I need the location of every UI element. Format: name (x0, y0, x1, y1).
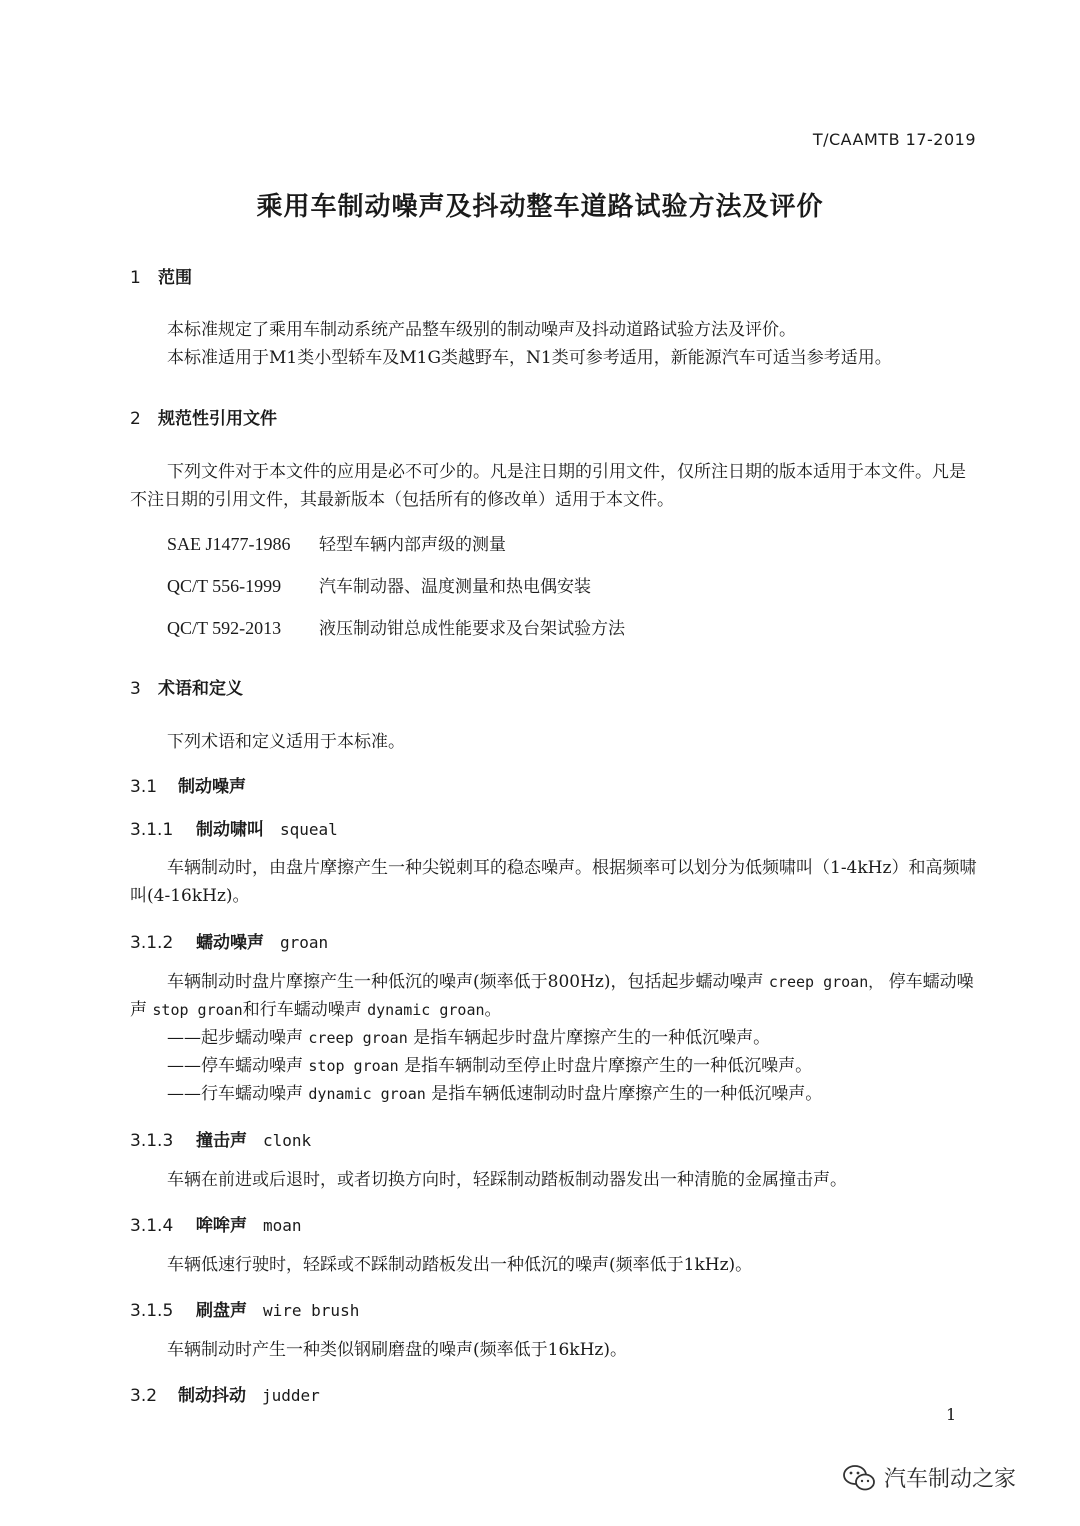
watermark-text: 汽车制动之家 (884, 1467, 1017, 1492)
text-run: 车辆制动时盘片摩擦产生一种低沉的噪声(频率低于800Hz)，包括起步蠕动噪声 (167, 972, 764, 992)
reference-item (167, 530, 506, 559)
subsection-title: 刷盘声 (196, 1301, 247, 1321)
document-title: 乘用车制动噪声及抖动整车道路试验方法及评价 (256, 192, 824, 222)
reference-code: SAE J1477-1986 (167, 534, 291, 554)
section-3-heading (130, 674, 243, 699)
english-term: creep groan， (768, 973, 884, 991)
english-term: creep groan (308, 1029, 408, 1047)
english-term: stop groan (152, 1001, 243, 1019)
section-2-heading (130, 404, 277, 429)
english-term: dynamic groan (308, 1085, 426, 1103)
subsection-3-1-4-heading (130, 1211, 302, 1236)
reference-item (167, 572, 591, 601)
subsection-number: 3.2 (130, 1386, 158, 1406)
section-title: 规范性引用文件 (158, 409, 277, 429)
subsection-title: 蠕动噪声 (196, 933, 264, 953)
subsection-3-1-1-heading (130, 815, 338, 840)
item-description: 是指车辆低速制动时盘片摩擦产生的一种低沉噪声。 (431, 1084, 823, 1104)
text-run: 。 (484, 1000, 502, 1020)
paragraph: 车辆制动时，由盘片摩擦产生一种尖锐刺耳的稳态噪声。根据频率可以划分为低频啸叫（1-4kHz）和高频啸叫(4-16kHz)。 (130, 858, 977, 906)
paragraph: 下列文件对于本文件的应用是必不可少的。凡是注日期的引用文件，仅所注日期的版本适用于本文件。凡是不注日期的引用文件，其最新版本（包括所有的修改单）适用于本文件。 (130, 462, 966, 510)
subsection-title: 制动噪声 (178, 777, 246, 797)
english-term: dynamic groan (367, 1001, 485, 1019)
subsection-number: 3.1.4 (130, 1216, 174, 1236)
section-number: 1 (130, 268, 141, 288)
subsection-title: 制动啸叫 (196, 820, 264, 840)
subsection-title: 哞哞声 (196, 1216, 247, 1236)
section-title: 范围 (158, 268, 192, 288)
subsection-3-1-2-heading (130, 928, 328, 953)
item-label: ——行车蠕动噪声 (167, 1084, 303, 1104)
reference-item (167, 614, 625, 643)
paragraph: 本标准适用于M1类小型轿车及M1G类越野车，N1类可参考适用，新能源汽车可适当参考适用。 (167, 348, 892, 368)
section-title: 术语和定义 (158, 679, 243, 699)
reference-code: QC/T 592-2013 (167, 618, 282, 638)
page-number: 1 (946, 1405, 957, 1424)
section-number: 2 (130, 409, 141, 429)
item-description: 是指车辆制动至停止时盘片摩擦产生的一种低沉噪声。 (404, 1056, 813, 1076)
list-item (167, 1080, 822, 1108)
text-run: 和行车蠕动噪声 (242, 1000, 362, 1020)
paragraph: 下列术语和定义适用于本标准。 (167, 732, 405, 752)
paragraph (130, 968, 978, 1024)
reference-name: 汽车制动器、温度测量和热电偶安装 (319, 577, 591, 597)
subsection-english-term: groan (280, 933, 329, 952)
subsection-number: 3.1.1 (130, 820, 174, 840)
subsection-number: 3.1.5 (130, 1301, 174, 1321)
subsection-title: 撞击声 (196, 1131, 247, 1151)
reference-code: QC/T 556-1999 (167, 576, 282, 596)
watermark (842, 1462, 1016, 1493)
subsection-3-1-3-heading (130, 1126, 311, 1151)
paragraph: 车辆制动时产生一种类似钢刷磨盘的噪声(频率低于16kHz)。 (167, 1340, 627, 1360)
paragraph: 车辆低速行驶时，轻踩或不踩制动踏板发出一种低沉的噪声(频率低于1kHz)。 (167, 1255, 753, 1275)
standard-id: T/CAAMTB 17-2019 (812, 130, 976, 149)
list-item (167, 1052, 812, 1080)
paragraph: 本标准规定了乘用车制动系统产品整车级别的制动噪声及抖动道路试验方法及评价。 (167, 320, 796, 340)
item-label: ——起步蠕动噪声 (167, 1028, 303, 1048)
section-1-heading (130, 263, 192, 288)
subsection-english-term: judder (262, 1386, 320, 1405)
reference-name: 轻型车辆内部声级的测量 (319, 535, 506, 555)
subsection-3-1-heading (130, 772, 262, 797)
text-run: 停车蠕动噪声 (130, 972, 974, 1020)
subsection-english-term: clonk (263, 1131, 312, 1150)
subsection-english-term: moan (263, 1216, 302, 1235)
subsection-3-1-5-heading (130, 1296, 359, 1321)
item-description: 是指车辆起步时盘片摩擦产生的一种低沉噪声。 (413, 1028, 771, 1048)
section-number: 3 (130, 679, 141, 699)
list-item (167, 1024, 770, 1052)
english-term: stop groan (308, 1057, 399, 1075)
subsection-3-2-heading (130, 1381, 320, 1406)
wechat-icon (842, 1463, 876, 1493)
subsection-english-term: squeal (280, 820, 338, 839)
item-label: ——停车蠕动噪声 (167, 1056, 303, 1076)
subsection-number: 3.1.2 (130, 933, 174, 953)
subsection-english-term: wire brush (263, 1301, 360, 1320)
paragraph: 车辆在前进或后退时，或者切换方向时，轻踩制动踏板制动器发出一种清脆的金属撞击声。 (167, 1170, 847, 1190)
subsection-number: 3.1 (130, 777, 158, 797)
subsection-number: 3.1.3 (130, 1131, 174, 1151)
subsection-title: 制动抖动 (178, 1386, 246, 1406)
reference-name: 液压制动钳总成性能要求及台架试验方法 (319, 619, 625, 639)
